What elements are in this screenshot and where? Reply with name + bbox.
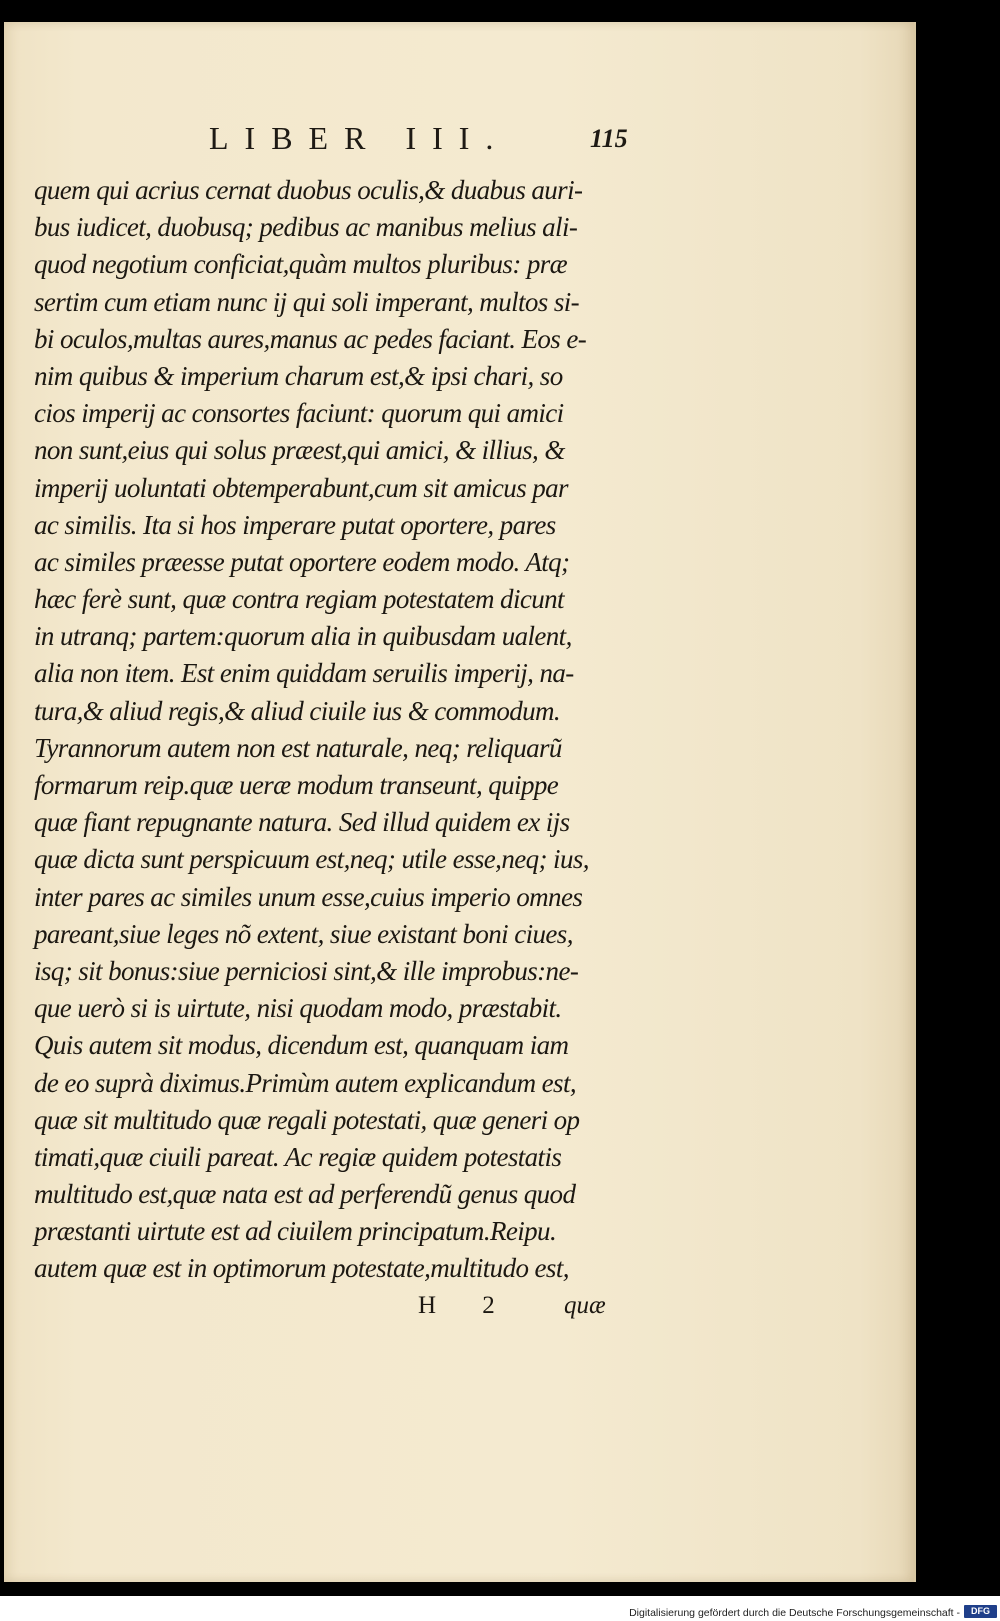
digitization-credit: Digitalisierung gefördert durch die Deutsche Forschungsgemeinschaft - — [629, 1607, 960, 1619]
text-line: pareant,siue leges nõ extent, siue existant boni ciues, — [34, 918, 573, 949]
text-line: quæ sit multitudo quæ regali potestati, quæ generi op — [34, 1104, 580, 1135]
text-line: cios imperij ac consortes faciunt: quorum qui amici — [34, 398, 564, 429]
text-line: quæ dicta sunt perspicuum est,neq; utile esse,neq; ius, — [34, 844, 589, 875]
text-line: ac similes præesse putat oportere eodem modo. Atq; — [34, 546, 570, 577]
text-line: quæ fiant repugnante natura. Sed illud quidem ex ijs — [34, 807, 570, 838]
catchword: quæ — [564, 1292, 606, 1319]
text-line: formarum reip.quæ ueræ modum transeunt, quippe — [34, 770, 559, 800]
book-page — [4, 22, 916, 1582]
text-line: præstanti uirtute est ad ciuilem principatum.Reipu. — [34, 1216, 557, 1247]
text-line: de eo suprà diximus.Primùm autem explicandum est, — [34, 1067, 577, 1098]
text-line: ac similis. Ita si hos imperare putat oportere, pares — [34, 509, 556, 540]
text-line: alia non item. Est enim quiddam seruilis imperij, na- — [34, 658, 574, 689]
text-line: imperij uoluntati obtemperabunt,cum sit amicus par — [34, 472, 568, 503]
text-line: bi oculos,multas aures,manus ac pedes faciant. Eos e- — [34, 323, 587, 354]
text-block — [34, 172, 644, 1288]
text-line: bus iudicet, duobusq; pedibus ac manibus melius ali- — [34, 212, 578, 243]
running-head — [4, 114, 914, 164]
text-line: non sunt,eius qui solus præest,qui amici, & illius, & — [34, 435, 565, 466]
signature-mark: H 2 — [418, 1292, 515, 1319]
text-line: tura,& aliud regis,& aliud ciuile ius & commodum. — [34, 695, 561, 726]
text-line: que uerò si is uirtute, nisi quodam modo, præstabit. — [34, 993, 562, 1024]
text-line: hæc ferè sunt, quæ contra regiam potestatem dicunt — [34, 584, 564, 615]
text-line: quem qui acrius cernat duobus oculis,& duabus auri- — [34, 175, 583, 205]
text-line: in utranq; partem:quorum alia in quibusdam ualent, — [34, 621, 572, 652]
text-line: Tyrannorum autem non est naturale, neq; reliquarũ — [34, 732, 562, 763]
running-title: LIBER III. — [209, 120, 510, 156]
text-line: nim quibus & imperium charum est,& ipsi chari, so — [34, 360, 563, 391]
dfg-logo: DFG — [964, 1605, 997, 1618]
text-line: autem quæ est in optimorum potestate,multitudo est, — [34, 1253, 569, 1284]
text-line: sertim cum etiam nunc ij qui soli imperant, multos si- — [34, 286, 580, 317]
text-line: isq; sit bonus:siue perniciosi sint,& ille improbus:ne- — [34, 955, 579, 986]
text-line: Quis autem sit modus, dicendum est, quanquam iam — [34, 1030, 569, 1061]
page-footer — [4, 1292, 914, 1332]
text-line: inter pares ac similes unum esse,cuius imperio omnes — [34, 881, 583, 912]
page-number: 115 — [590, 124, 628, 153]
text-line: quod negotium conficiat,quàm multos pluribus: præ — [34, 249, 568, 280]
text-line: timati,quæ ciuili pareat. Ac regiæ quidem potestatis — [34, 1141, 562, 1172]
text-line: multitudo est,quæ nata est ad perferendũ genus quod — [34, 1179, 576, 1210]
